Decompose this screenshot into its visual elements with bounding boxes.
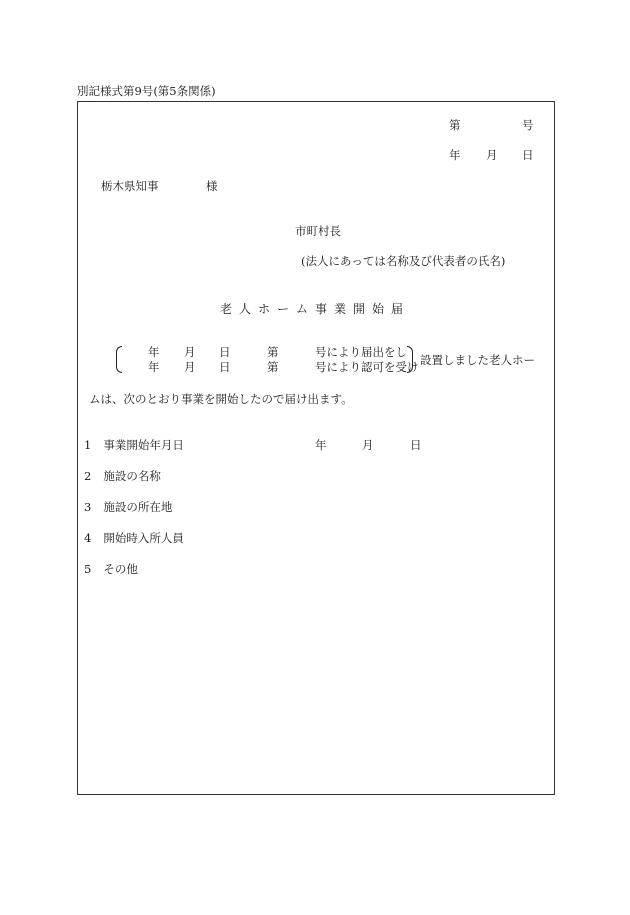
item-label: 開始時入所人員 <box>103 531 184 545</box>
item-number: 3 <box>84 500 92 514</box>
form-label: 別記様式第9号(第5条関係) <box>77 84 216 98</box>
sender-note: (法人にあっては名称及び代表者の氏名) <box>301 254 506 268</box>
item-number: 5 <box>84 562 92 576</box>
doc-number-suffix: 号 <box>522 118 534 132</box>
item-label: 施設の名称 <box>103 469 161 483</box>
notice-row1-month: 月 <box>184 345 196 359</box>
start-date-day: 日 <box>410 438 422 452</box>
left-brace <box>116 346 122 373</box>
item-1 <box>84 440 184 452</box>
sender-title: 市町村長 <box>295 224 341 238</box>
notice-row2-tail: 号により認可を受け <box>315 360 419 374</box>
doc-number-prefix: 第 <box>449 118 461 132</box>
notice-right-text: 設置しました老人ホー <box>420 353 535 367</box>
notice-row1-dai: 第 <box>267 345 279 359</box>
notice-row1-day: 日 <box>219 345 231 359</box>
item-number: 4 <box>84 531 92 545</box>
item-5 <box>84 564 138 576</box>
item-number: 1 <box>84 438 92 452</box>
item-number: 2 <box>84 469 92 483</box>
item-3 <box>84 502 172 514</box>
start-date-month: 月 <box>362 438 374 452</box>
start-date-year: 年 <box>315 438 327 452</box>
notice-row2-month: 月 <box>184 360 196 374</box>
notice-row2-day: 日 <box>219 360 231 374</box>
notice-row2-year: 年 <box>148 360 160 374</box>
notice-continuation: ムは、次のとおり事業を開始したので届け出ます。 <box>89 392 353 406</box>
item-2 <box>84 471 161 483</box>
notice-row2-dai: 第 <box>267 360 279 374</box>
doc-date-year: 年 <box>449 148 461 162</box>
addressee-name: 栃木県知事 <box>101 179 159 193</box>
item-label: 施設の所在地 <box>103 500 173 514</box>
notice-row1-tail: 号により届出をし <box>315 345 407 359</box>
doc-date-day: 日 <box>522 148 534 162</box>
notice-row1-year: 年 <box>148 345 160 359</box>
item-label: その他 <box>103 562 138 576</box>
doc-date-month: 月 <box>486 148 498 162</box>
document-title: 老人ホーム事業開始届 <box>219 302 410 316</box>
addressee-honorific: 様 <box>206 179 218 193</box>
item-4 <box>84 533 184 545</box>
item-label: 事業開始年月日 <box>103 438 184 452</box>
